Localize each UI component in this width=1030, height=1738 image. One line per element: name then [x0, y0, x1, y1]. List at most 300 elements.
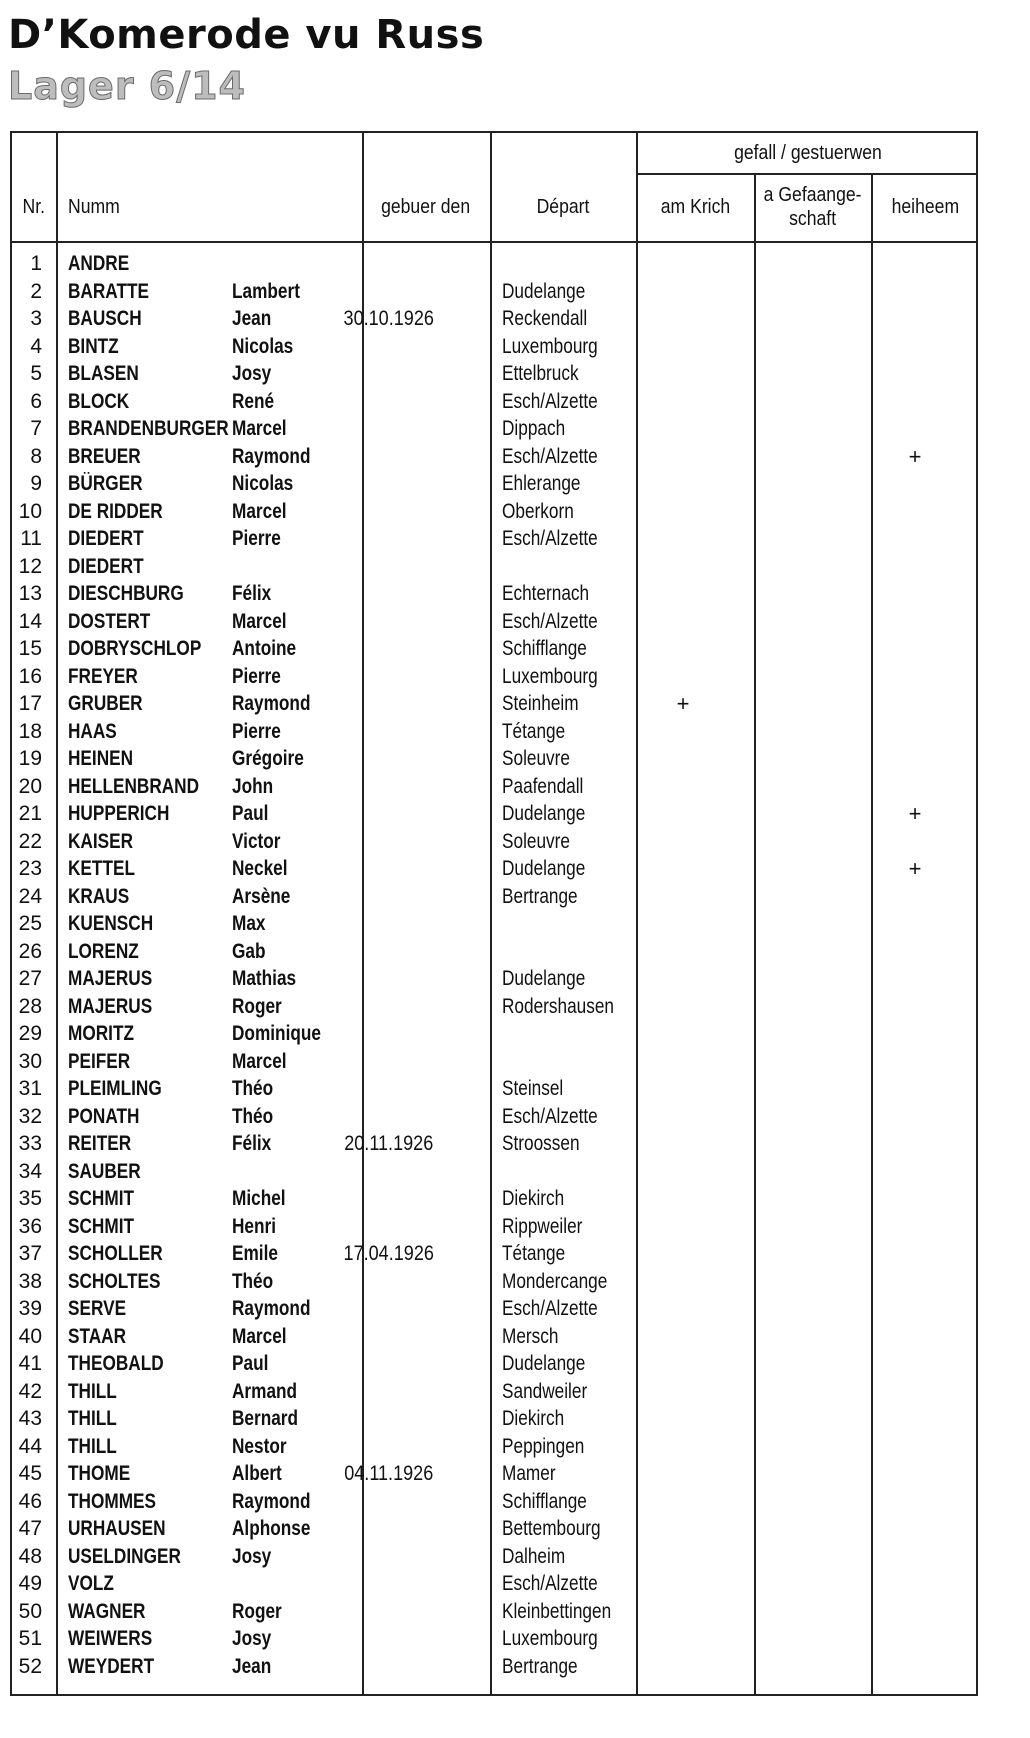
- table-row: [12, 1515, 976, 1543]
- row-number: 11: [20, 527, 42, 550]
- row-number: 38: [18, 1269, 42, 1293]
- first-name: Marcel: [232, 609, 287, 633]
- row-number: 48: [18, 1544, 42, 1568]
- table-row: [12, 1130, 976, 1158]
- departure-place: Luxembourg: [502, 1627, 598, 1650]
- departure-place: Dudelange: [502, 1352, 586, 1375]
- first-name: Alphonse: [232, 1517, 311, 1540]
- first-name: Pierre: [232, 719, 281, 743]
- table-row: [12, 1075, 976, 1103]
- first-name: Raymond: [232, 1297, 311, 1320]
- departure-place: Kleinbettingen: [502, 1599, 612, 1623]
- table-row: [12, 443, 976, 471]
- last-name: VOLZ: [68, 1572, 114, 1595]
- row-number-cell: [12, 1515, 42, 1543]
- row-number-cell: [12, 1158, 42, 1186]
- table-row: [12, 800, 976, 828]
- row-number: 21: [18, 802, 42, 825]
- row-number-cell: [12, 1075, 42, 1103]
- last-name: WAGNER: [68, 1599, 146, 1623]
- row-number: 33: [18, 1132, 42, 1155]
- row-number-cell: [12, 1213, 42, 1241]
- last-name: DOBRYSCHLOP: [68, 637, 202, 660]
- last-name: PEIFER: [68, 1049, 131, 1073]
- header-depart: Départ: [536, 196, 590, 218]
- departure-place: Bettembourg: [502, 1517, 601, 1540]
- row-number-cell: [12, 1625, 42, 1653]
- table-row: [12, 718, 976, 746]
- table-row: [12, 1570, 976, 1598]
- first-name: Jean: [232, 1654, 272, 1678]
- table-row: [12, 635, 976, 663]
- last-name: KAISER: [68, 829, 134, 853]
- row-number-cell: [12, 1020, 42, 1048]
- row-number: 42: [18, 1379, 42, 1403]
- header-name: Numm: [68, 196, 120, 218]
- table-row: [12, 1295, 976, 1323]
- last-name: BREUER: [68, 444, 141, 468]
- row-number: 39: [18, 1297, 42, 1320]
- departure-place: Esch/Alzette: [502, 1297, 598, 1320]
- row-number: 41: [18, 1352, 42, 1375]
- row-number-cell: [12, 993, 42, 1021]
- row-number: 28: [18, 994, 42, 1018]
- row-number: 18: [18, 719, 42, 743]
- departure-place: Diekirch: [502, 1187, 565, 1210]
- last-name: HAAS: [68, 719, 117, 743]
- deceased-mark-home: +: [908, 801, 922, 826]
- last-name: SERVE: [68, 1297, 127, 1320]
- row-number: 6: [30, 389, 42, 413]
- departure-place: Tétange: [502, 719, 566, 743]
- first-name: Roger: [232, 994, 282, 1018]
- last-name: THOMMES: [68, 1489, 157, 1513]
- table-row: [12, 250, 976, 278]
- table-row: [12, 663, 976, 691]
- row-number-cell: [12, 470, 42, 498]
- last-name: THOME: [68, 1462, 131, 1485]
- first-name: Nestor: [232, 1434, 287, 1458]
- last-name: SCHOLLER: [68, 1242, 163, 1265]
- row-number: 4: [30, 334, 42, 358]
- departure-place: Mamer: [502, 1462, 556, 1485]
- row-number: 45: [18, 1462, 42, 1485]
- row-number-cell: [12, 1185, 42, 1213]
- departure-place: Ettelbruck: [502, 362, 579, 385]
- last-name: SCHOLTES: [68, 1269, 161, 1293]
- first-name: Josy: [232, 362, 272, 385]
- header-born: gebuer den: [381, 196, 471, 218]
- first-name: Neckel: [232, 857, 288, 880]
- first-name: Nicolas: [232, 472, 294, 495]
- table-row: [12, 993, 976, 1021]
- last-name: SAUBER: [68, 1159, 141, 1183]
- table-row: [12, 1625, 976, 1653]
- first-name: Raymond: [232, 692, 311, 715]
- table-row: [12, 883, 976, 911]
- table-row: [12, 1103, 976, 1131]
- row-number-cell: [12, 525, 42, 553]
- table-row: [12, 360, 976, 388]
- first-name: Paul: [232, 802, 269, 825]
- row-number: 12: [18, 554, 42, 578]
- departure-place: Ehlerange: [502, 472, 581, 495]
- row-number-cell: [12, 278, 42, 306]
- departure-place: Dudelange: [502, 967, 586, 990]
- row-number: 8: [30, 444, 42, 468]
- last-name: SCHMIT: [68, 1214, 135, 1238]
- last-name: THILL: [68, 1434, 117, 1458]
- row-number: 36: [18, 1214, 42, 1238]
- departure-place: Peppingen: [502, 1434, 585, 1458]
- first-name: Gab: [232, 939, 266, 963]
- row-number: 16: [18, 664, 42, 688]
- table-row: [12, 1323, 976, 1351]
- first-name: Marcel: [232, 499, 287, 523]
- row-number: 40: [18, 1324, 42, 1348]
- table-row: [12, 1350, 976, 1378]
- row-number: 25: [18, 912, 42, 935]
- departure-place: Steinheim: [502, 692, 579, 715]
- first-name: Théo: [232, 1269, 274, 1293]
- row-number: 31: [18, 1077, 42, 1100]
- last-name: MORITZ: [68, 1022, 134, 1045]
- row-number-cell: [12, 1543, 42, 1571]
- departure-place: Oberkorn: [502, 499, 574, 523]
- last-name: BÜRGER: [68, 472, 143, 495]
- first-name: Félix: [232, 1132, 272, 1155]
- table-row: [12, 525, 976, 553]
- first-name: Lambert: [232, 279, 300, 303]
- departure-place: Rippweiler: [502, 1214, 583, 1238]
- departure-place: Steinsel: [502, 1077, 564, 1100]
- table-row: [12, 1405, 976, 1433]
- row-number-cell: [12, 745, 42, 773]
- row-number: 13: [18, 582, 42, 605]
- first-name: Félix: [232, 582, 272, 605]
- row-number-cell: [12, 883, 42, 911]
- row-number-cell: [12, 1405, 42, 1433]
- first-name: Marcel: [232, 1049, 287, 1073]
- departure-place: Esch/Alzette: [502, 444, 598, 468]
- first-name: Raymond: [232, 1489, 311, 1513]
- table-row: [12, 1543, 976, 1571]
- departure-place: Bertrange: [502, 1654, 578, 1678]
- last-name: USELDINGER: [68, 1544, 181, 1568]
- departure-place: Soleuvre: [502, 829, 570, 853]
- first-name: Emile: [232, 1242, 278, 1265]
- row-number-cell: [12, 663, 42, 691]
- row-number: 46: [18, 1489, 42, 1513]
- row-number-cell: [12, 1433, 42, 1461]
- row-number: 10: [18, 499, 42, 523]
- table-row: [12, 1268, 976, 1296]
- table-row: [12, 333, 976, 361]
- departure-place: Luxembourg: [502, 664, 598, 688]
- row-number: 22: [18, 829, 42, 853]
- header-divider: [12, 241, 976, 243]
- last-name: THILL: [68, 1407, 117, 1430]
- row-number: 47: [18, 1517, 42, 1540]
- departure-place: Esch/Alzette: [502, 389, 598, 413]
- row-number: 34: [18, 1159, 42, 1183]
- last-name: DIEDERT: [68, 527, 144, 550]
- row-number-cell: [12, 1130, 42, 1158]
- last-name: KUENSCH: [68, 912, 154, 935]
- row-number-cell: [12, 580, 42, 608]
- table-row: [12, 910, 976, 938]
- row-number-cell: [12, 305, 42, 333]
- row-number-cell: [12, 690, 42, 718]
- table-row: [12, 1598, 976, 1626]
- row-number: 9: [30, 472, 42, 495]
- last-name: HUPPERICH: [68, 802, 170, 825]
- row-number-cell: [12, 1488, 42, 1516]
- table-row: [12, 1653, 976, 1681]
- table-row: [12, 1460, 976, 1488]
- row-number-cell: [12, 828, 42, 856]
- row-number-cell: [12, 1103, 42, 1131]
- row-number-cell: [12, 498, 42, 526]
- last-name: DE RIDDER: [68, 499, 163, 523]
- departure-place: Reckendall: [502, 307, 588, 330]
- row-number-cell: [12, 773, 42, 801]
- last-name: KETTEL: [68, 857, 135, 880]
- last-name: THILL: [68, 1379, 117, 1403]
- row-number-cell: [12, 415, 42, 443]
- row-number: 14: [18, 609, 42, 633]
- last-name: HEINEN: [68, 747, 134, 770]
- table-row: [12, 773, 976, 801]
- row-number-cell: [12, 1350, 42, 1378]
- row-number-cell: [12, 1460, 42, 1488]
- first-name: Arsène: [232, 884, 291, 908]
- table-row: [12, 388, 976, 416]
- last-name: BRANDENBURGER: [68, 417, 229, 440]
- last-name: SCHMIT: [68, 1187, 135, 1210]
- first-name: Nicolas: [232, 334, 294, 358]
- departure-place: Luxembourg: [502, 334, 598, 358]
- row-number: 52: [18, 1654, 42, 1678]
- birth-date: 04.11.1926: [344, 1462, 434, 1485]
- departure-place: Diekirch: [502, 1407, 565, 1430]
- table-row: [12, 1020, 976, 1048]
- row-number: 29: [18, 1022, 42, 1045]
- first-name: Marcel: [232, 417, 287, 440]
- row-number-cell: [12, 718, 42, 746]
- table-row: [12, 855, 976, 883]
- last-name: THEOBALD: [68, 1352, 164, 1375]
- row-number: 17: [18, 692, 42, 715]
- last-name: DIESCHBURG: [68, 582, 184, 605]
- row-number-cell: [12, 855, 42, 883]
- row-number-cell: [12, 800, 42, 828]
- deceased-mark-home: +: [908, 856, 922, 881]
- row-number: 51: [18, 1627, 42, 1650]
- table-row: [12, 470, 976, 498]
- header-nr: Nr.: [22, 196, 46, 218]
- first-name: Antoine: [232, 637, 297, 660]
- first-name: Josy: [232, 1627, 272, 1650]
- last-name: BAUSCH: [68, 307, 142, 330]
- row-number: 1: [30, 252, 42, 275]
- departure-place: Paafendall: [502, 774, 584, 798]
- departure-place: Bertrange: [502, 884, 578, 908]
- header-deceased-group: gefall / gestuerwen: [734, 142, 882, 164]
- first-name: Michel: [232, 1187, 286, 1210]
- last-name: HELLENBRAND: [68, 774, 200, 798]
- first-name: Marcel: [232, 1324, 287, 1348]
- row-number-cell: [12, 635, 42, 663]
- table-row: [12, 415, 976, 443]
- last-name: DIEDERT: [68, 554, 144, 578]
- row-number-cell: [12, 1240, 42, 1268]
- roster-table: [10, 131, 978, 1696]
- row-number: 2: [30, 279, 42, 303]
- first-name: Jean: [232, 307, 272, 330]
- departure-place: Tétange: [502, 1242, 566, 1265]
- table-row: [12, 690, 976, 718]
- first-name: Paul: [232, 1352, 269, 1375]
- departure-place: Dippach: [502, 417, 566, 440]
- first-name: Dominique: [232, 1022, 321, 1045]
- table-row: [12, 1185, 976, 1213]
- row-number-cell: [12, 965, 42, 993]
- row-number-cell: [12, 333, 42, 361]
- row-number-cell: [12, 910, 42, 938]
- row-number: 44: [18, 1434, 42, 1458]
- deceased-mark-home: +: [908, 443, 922, 469]
- departure-place: Schifflange: [502, 637, 587, 660]
- row-number: 23: [18, 857, 42, 880]
- table-row: [12, 278, 976, 306]
- row-number-cell: [12, 443, 42, 471]
- last-name: WEYDERT: [68, 1654, 155, 1678]
- first-name: Pierre: [232, 527, 281, 550]
- row-number-cell: [12, 1048, 42, 1076]
- departure-place: Schifflange: [502, 1489, 587, 1513]
- first-name: Josy: [232, 1544, 272, 1568]
- departure-place: Dudelange: [502, 857, 586, 880]
- row-number-cell: [12, 938, 42, 966]
- table-row: [12, 553, 976, 581]
- header-war: am Krich: [660, 196, 730, 218]
- departure-place: Esch/Alzette: [502, 527, 598, 550]
- last-name: BINTZ: [68, 334, 119, 358]
- table-row: [12, 745, 976, 773]
- departure-place: Dudelange: [502, 802, 586, 825]
- row-number: 3: [30, 307, 42, 330]
- last-name: ANDRE: [68, 252, 130, 275]
- row-number: 15: [18, 637, 42, 660]
- departure-place: Sandweiler: [502, 1379, 588, 1403]
- row-number: 35: [18, 1187, 42, 1210]
- table-row: [12, 938, 976, 966]
- table-row: [12, 965, 976, 993]
- last-name: MAJERUS: [68, 994, 153, 1018]
- table-row: [12, 1048, 976, 1076]
- row-number: 43: [18, 1407, 42, 1430]
- row-number-cell: [12, 1570, 42, 1598]
- departure-place: Esch/Alzette: [502, 1104, 598, 1128]
- last-name: REITER: [68, 1132, 132, 1155]
- departure-place: Dalheim: [502, 1544, 566, 1568]
- row-number: 49: [18, 1572, 42, 1595]
- table-row: [12, 1378, 976, 1406]
- last-name: BLASEN: [68, 362, 139, 385]
- birth-date: 20.11.1926: [344, 1132, 434, 1155]
- departure-place: Esch/Alzette: [502, 1572, 598, 1595]
- row-number-cell: [12, 250, 42, 278]
- row-number-cell: [12, 553, 42, 581]
- first-name: Roger: [232, 1599, 282, 1623]
- row-number-cell: [12, 1323, 42, 1351]
- page-subtitle: Lager 6/14: [8, 64, 246, 108]
- first-name: Armand: [232, 1379, 298, 1403]
- departure-place: Mersch: [502, 1324, 559, 1348]
- row-number: 19: [18, 747, 42, 770]
- row-number: 32: [18, 1104, 42, 1128]
- row-number: 30: [18, 1049, 42, 1073]
- header-home: heiheem: [891, 196, 960, 218]
- last-name: PONATH: [68, 1104, 140, 1128]
- row-number-cell: [12, 360, 42, 388]
- last-name: KRAUS: [68, 884, 130, 908]
- header-captivity: a Gefaange- schaft: [763, 184, 862, 230]
- row-number-cell: [12, 388, 42, 416]
- first-name: Théo: [232, 1077, 274, 1100]
- row-number: 5: [30, 362, 42, 385]
- last-name: GRUBER: [68, 692, 143, 715]
- departure-place: Esch/Alzette: [502, 609, 598, 633]
- row-number: 50: [18, 1599, 42, 1623]
- table-row: [12, 498, 976, 526]
- table-row: [12, 1240, 976, 1268]
- first-name: Raymond: [232, 444, 311, 468]
- row-number: 20: [18, 774, 42, 798]
- last-name: PLEIMLING: [68, 1077, 162, 1100]
- row-number-cell: [12, 608, 42, 636]
- first-name: Mathias: [232, 967, 297, 990]
- row-number-cell: [12, 1653, 42, 1681]
- row-number-cell: [12, 1295, 42, 1323]
- first-name: Max: [232, 912, 266, 935]
- last-name: WEIWERS: [68, 1627, 153, 1650]
- last-name: URHAUSEN: [68, 1517, 166, 1540]
- row-number: 26: [18, 939, 42, 963]
- table-row: [12, 1433, 976, 1461]
- last-name: BLOCK: [68, 389, 130, 413]
- row-number: 37: [18, 1242, 42, 1265]
- first-name: Grégoire: [232, 747, 304, 770]
- row-number: 24: [18, 884, 42, 908]
- table-row: [12, 1158, 976, 1186]
- row-number-cell: [12, 1378, 42, 1406]
- deceased-mark-war: +: [676, 691, 690, 716]
- table-row: [12, 305, 976, 333]
- first-name: René: [232, 389, 275, 413]
- first-name: Henri: [232, 1214, 277, 1238]
- table-row: [12, 608, 976, 636]
- last-name: LORENZ: [68, 939, 139, 963]
- last-name: MAJERUS: [68, 967, 153, 990]
- last-name: FREYER: [68, 664, 138, 688]
- departure-place: Rodershausen: [502, 994, 615, 1018]
- table-row: [12, 1488, 976, 1516]
- row-number: 27: [18, 967, 42, 990]
- departure-place: Echternach: [502, 582, 590, 605]
- first-name: Théo: [232, 1104, 274, 1128]
